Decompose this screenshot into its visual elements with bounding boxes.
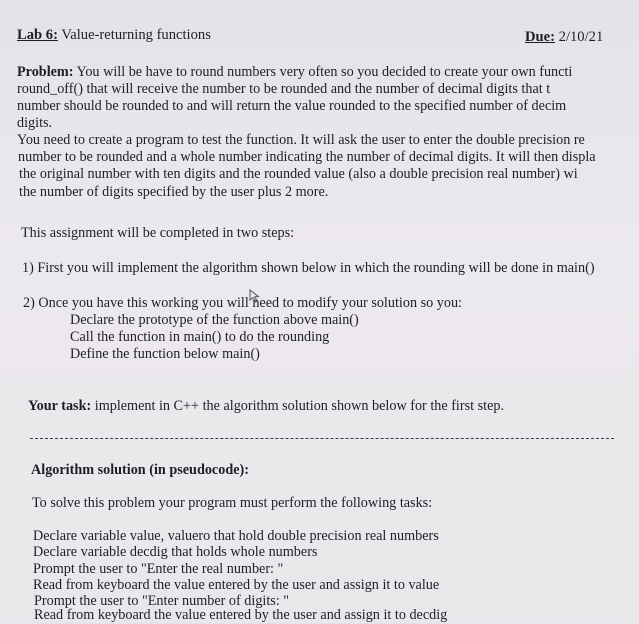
task-label: Your task:: [28, 398, 92, 414]
problem-text: You will be have to round numbers very often so you decided to create your own functi: [76, 64, 573, 80]
algorithm-line-4: Read from keyboard the value entered by the user and assign it to value: [33, 577, 440, 593]
step-2-item-2: Call the function in main() to do the rounding: [70, 329, 330, 345]
step-2-item-1: Declare the prototype of the function above main(): [70, 312, 359, 328]
problem-line-5: You need to create a program to test the function. It will ask the user to enter the double precision re: [17, 132, 585, 148]
step-2-item-3: Define the function below main(): [70, 346, 260, 362]
step-1: 1) First you will implement the algorithm shown below in which the rounding will be done in main(): [22, 260, 595, 276]
step-2: 2) Once you have this working you will need to modify your solution so you:: [23, 295, 462, 311]
due-date: [525, 29, 603, 46]
problem-line-3: number should be rounded to and will return the value rounded to the specified number of decim: [17, 98, 567, 114]
algorithm-heading-text: Algorithm solution (in pseudocode):: [31, 462, 249, 478]
dashed-divider: [30, 438, 614, 439]
steps-intro: This assignment will be completed in two steps:: [21, 225, 295, 241]
problem-line-1: [17, 64, 572, 81]
problem-line-2: round_off() that will receive the number to be rounded and the number of decimal digits that t: [17, 81, 551, 97]
task-text: implement in C++ the algorithm solution shown below for the first step.: [94, 398, 505, 414]
algorithm-line-6: Read from keyboard the value entered by the user and assign it to decdig: [34, 607, 448, 623]
algorithm-heading: [31, 462, 249, 479]
mouse-cursor-icon: [249, 289, 261, 303]
problem-line-4: digits.: [17, 115, 53, 131]
problem-line-7: the original number with ten digits and the rounded value (also a double precision real number) wi: [19, 166, 578, 182]
lab-label: Lab 6:: [17, 27, 58, 43]
algorithm-line-2: Declare variable decdig that holds whole numbers: [33, 544, 318, 560]
due-value: 2/10/21: [558, 29, 604, 45]
your-task: [28, 398, 504, 415]
problem-line-8: the number of digits specified by the user plus 2 more.: [19, 184, 329, 200]
problem-label: Problem:: [17, 64, 74, 80]
algorithm-intro: To solve this problem your program must perform the following tasks:: [32, 495, 433, 511]
due-label: Due:: [525, 29, 555, 45]
lab-title: Value-returning functions: [61, 27, 211, 43]
problem-line-6: number to be rounded and a whole number indicating the number of decimal digits. It will then displa: [18, 149, 596, 165]
algorithm-line-5: Prompt the user to "Enter number of digits: ": [34, 593, 290, 609]
algorithm-line-3: Prompt the user to "Enter the real number: ": [33, 561, 284, 577]
lab-heading: [17, 27, 211, 44]
algorithm-line-1: Declare variable value, valuero that hold double precision real numbers: [33, 528, 439, 544]
